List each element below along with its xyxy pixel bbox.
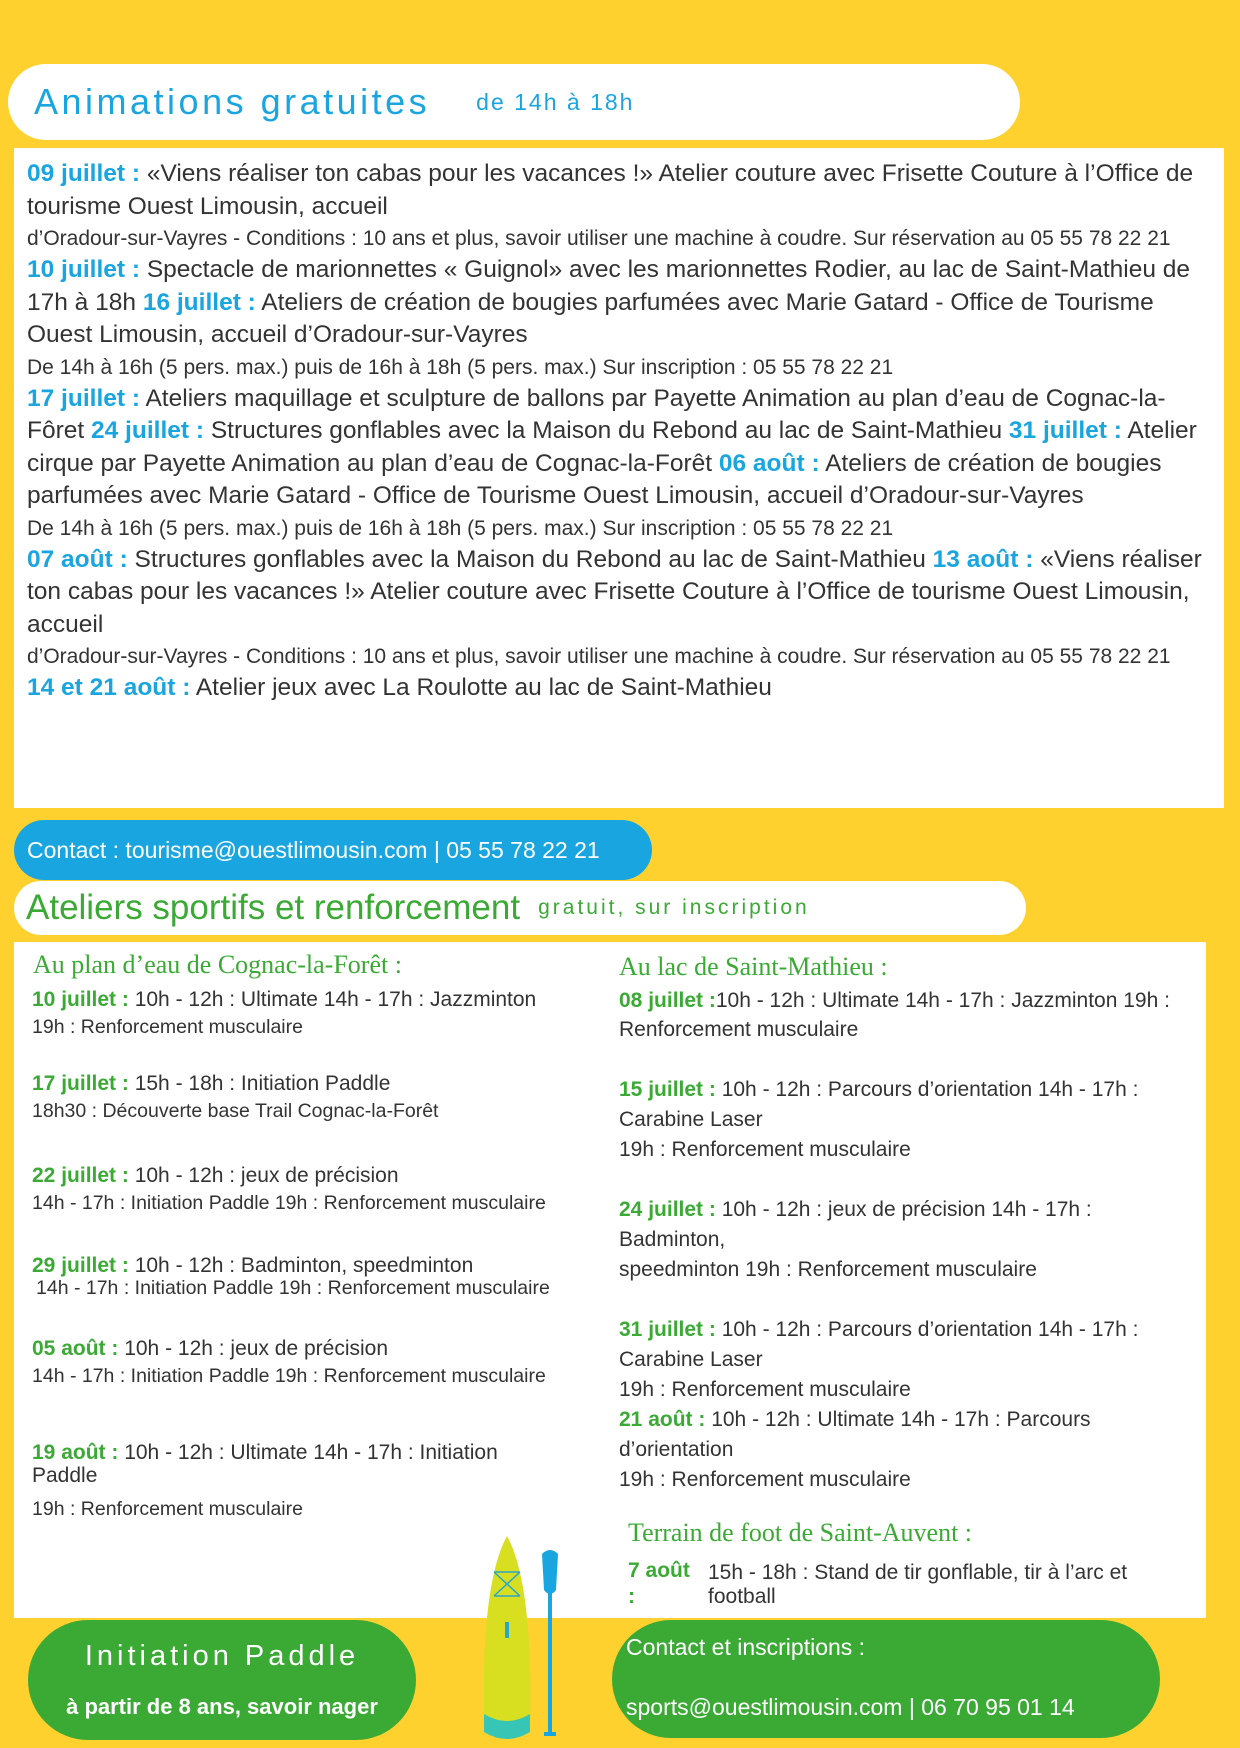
event-text: Ateliers de création de bougies parfumées avec Marie Gatard - Office de Tourisme Ouest Limousin, accueil d’Oradour-sur-Vayres [27,288,1154,348]
schedule-entry [619,1075,1179,1165]
entry-text: 15h - 18h : Stand de tir gonflable, tir à l’arc et football [708,1561,1128,1608]
entry-date: 15 juillet : [619,1078,716,1101]
event-date: 14 et 21 août : [27,674,191,701]
event-date: 24 juillet : [91,417,205,444]
event-details: d’Oradour-sur-Vayres - Conditions : 10 ans et plus, savoir utiliser une machine à coudre. Sur réservation au 05 55 78 22 21 [27,645,1171,668]
section-title: Animations gratuites [34,81,431,122]
schedule-entry [32,1335,592,1390]
entry-text: 10h - 12h : jeux de précision 14h - 17h : Badminton, [619,1198,1092,1251]
right-column-heading: Au lac de Saint-Mathieu : [619,952,888,981]
entry-text: 10h - 12h : Ultimate 14h - 17h : Jazzminton [128,988,537,1011]
entry-text: 14h - 17h : Initiation Paddle 19h : Renforcement musculaire [32,1365,546,1387]
schedule-entry [32,1441,532,1523]
section-title-pill [8,64,1020,140]
contact-text: Contact : tourisme@ouestlimousin.com | 05 55 78 22 21 [27,836,600,863]
event-text: Structures gonflables avec la Maison du Rebond au lac de Saint-Mathieu [127,545,933,573]
entry-text: speedminton 19h : Renforcement musculaire [619,1258,1037,1281]
section2-subtitle: gratuit, sur inscription [538,896,810,919]
entry-text: 10h - 12h : jeux de précision [118,1337,389,1360]
paddle-board-illustration [476,1534,570,1746]
event-date: 10 juillet : [27,256,141,283]
entry-text: 19h : Renforcement musculaire [619,1138,911,1161]
entry-text: 10h - 12h : Parcours d’orientation 14h - 17h : Carabine Laser [619,1078,1139,1131]
event-entry [27,158,1211,223]
contact-sports[interactable] [612,1620,1160,1738]
event-entry [27,544,1211,642]
event-text: Ateliers maquillage et sculpture de ballons par Payette Animation au plan d’eau de Cognac-la-Fôret [27,384,1166,444]
event-details: De 14h à 16h (5 pers. max.) puis de 16h à 18h (5 pers. max.) Sur inscription : 05 55 78 22 21 [27,516,894,540]
entry-text: 18h30 : Découverte base Trail Cognac-la-Forêt [32,1100,439,1122]
section2-title-pill [14,881,1026,935]
event-date: 13 août : [932,545,1034,573]
schedule-entry [619,1315,1179,1405]
foot-text [708,1561,1188,1609]
paddle-subtitle: à partir de 8 ans, savoir nager [66,1694,378,1719]
contact-tourism[interactable] [14,820,652,880]
entry-text: 14h - 17h : Initiation Paddle 19h : Renforcement musculaire [32,1192,546,1214]
event-text: «Viens réaliser ton cabas pour les vacances !» Atelier couture avec Frisette Couture à l’Office de tourisme Ouest Limousin, accueil [27,160,1194,220]
event-details: De 14h à 16h (5 pers. max.) puis de 16h à 18h (5 pers. max.) Sur inscription : 05 55 78 22 21 [27,355,894,379]
schedule-entry [619,986,1199,1044]
entry-text: 19h : Renforcement musculaire [619,1468,911,1491]
event-text: Structures gonflables avec la Maison du Rebond au lac de Saint-Mathieu [204,417,1009,444]
paddle-pill [28,1620,416,1740]
entry-text: 15h - 18h : Initiation Paddle [128,1072,391,1095]
event-text: Ateliers de création de bougies parfumées avec Marie Gatard - Office de Tourisme Ouest Limousin, accueil d’Oradour-sur-Vayres [27,449,1162,509]
event-date: 17 juillet : [27,384,141,412]
schedule-entry [32,1070,592,1125]
event-date: 31 juillet : [1008,417,1122,444]
event-date: 06 août : [718,449,820,477]
event-details: d’Oradour-sur-Vayres - Conditions : 10 ans et plus, savoir utiliser une machine à coudre. Sur réservation au 05 55 78 22 21 [27,227,1171,250]
entry-text: 19h : Renforcement musculaire [32,1498,303,1520]
schedule-entry [619,1195,1179,1285]
event-entry [27,254,1211,352]
entry-date: 21 août : [619,1408,706,1431]
event-date: 16 juillet : [142,288,256,316]
entry-date: 7 août : [628,1559,690,1608]
entry-date: 29 juillet : [32,1254,129,1277]
entry-text: 19h : Renforcement musculaire [32,1016,303,1038]
event-entry [27,672,1211,705]
contact-value: sports@ouestlimousin.com | 06 70 95 01 14 [626,1694,1075,1720]
event-text: «Viens réaliser ton cabas pour les vacances !» Atelier couture avec Frisette Couture à l’Office de tourisme Ouest Limousin, accueil [27,545,1202,638]
entry-date: 10 juillet : [32,988,129,1011]
contact-label: Contact et inscriptions : [626,1634,866,1660]
foot-heading: Terrain de foot de Saint-Auvent : [628,1518,973,1547]
entry-date: 22 juillet : [32,1164,129,1187]
paddle-blade [542,1550,558,1594]
entry-text: 10h - 12h : Parcours d’orientation 14h - 17h : Carabine Laser [619,1318,1139,1371]
schedule-entry [32,986,592,1041]
entry-text: 10h - 12h : jeux de précision [128,1164,399,1187]
entry-date: 17 juillet : [32,1072,129,1095]
entry-text: 10h - 12h : Ultimate 14h - 17h : Initiation Paddle [32,1441,498,1487]
entry-text: 19h : Renforcement musculaire [619,1378,911,1401]
sports-schedule [14,942,1206,1618]
paddle-title: Initiation Paddle [84,1640,360,1672]
entry-date: 19 août : [32,1441,119,1464]
left-column-heading: Au plan d’eau de Cognac-la-Forêt : [33,950,402,979]
schedule-entry [619,1405,1179,1495]
event-text: Spectacle de marionnettes « Guignol» avec les marionnettes Rodier, au lac de Saint-Mathieu de 17h à 18h [27,256,1191,316]
section2-title: Ateliers sportifs et renforcement [26,888,521,927]
event-text: Atelier cirque par Payette Animation au plan d’eau de Cognac-la-Forêt [27,417,1197,477]
entry-text: 10h - 12h : Ultimate 14h - 17h : Jazzminton 19h : Renforcement musculaire [619,989,1170,1041]
entry-text: 10h - 12h : Ultimate 14h - 17h : Parcours d’orientation [619,1408,1091,1461]
event-date: 07 août : [27,545,128,573]
entry-date: 24 juillet : [619,1198,716,1221]
schedule-entry [32,1162,592,1217]
entry-date: 05 août : [32,1337,119,1360]
entry-date: 31 juillet : [619,1318,716,1341]
event-text: Atelier jeux avec La Roulotte au lac de Saint-Mathieu [190,674,772,701]
foot-date [628,1558,698,1610]
entry-text: 14h - 17h : Initiation Paddle 19h : Renforcement musculaire [36,1277,550,1299]
section-subtitle: de 14h à 18h [476,88,635,115]
animations-list [14,148,1224,808]
entry-date: 08 juillet : [619,989,716,1012]
schedule-entry [32,1255,602,1299]
event-date: 09 juillet : [27,160,141,187]
entry-text: 10h - 12h : Badminton, speedminton [128,1254,474,1277]
event-entry [27,383,1211,513]
